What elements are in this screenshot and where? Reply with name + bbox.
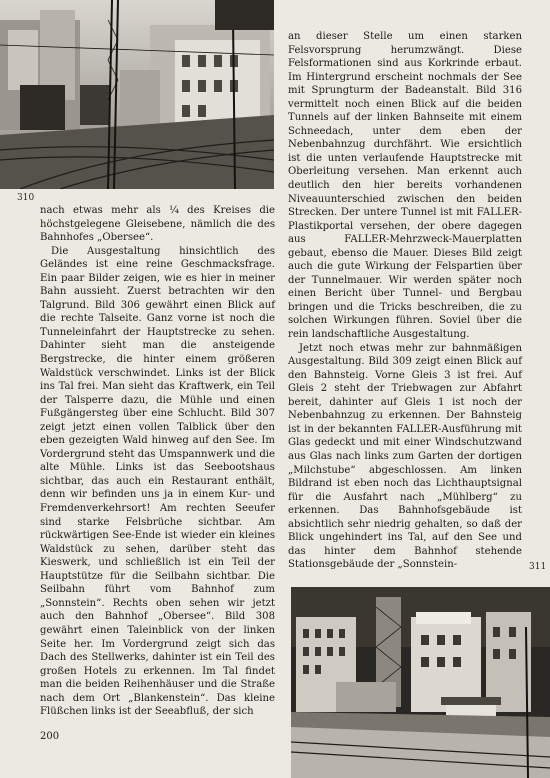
figure-number-310: 310	[17, 193, 35, 203]
photo-311	[291, 587, 550, 778]
right-paragraph-2: Jetzt noch etwas mehr zur bahnmäßigen Ausgestaltung. Bild 309 zeigt einen Blick auf den Bahnsteig. Vorne Gleis 3 ist frei. Auf Gleis 2 steht der Triebwagen zur Abfahrt bereit, dahinter auf Gleis 1 ist noch der Nebenbahnzug zu erkennen. Der Bahnsteig ist in der bekannten FALLER-Ausführung mit Glas gedeckt und mit einer Windschutzwand aus Glas nach links zum Garten der dortigen „Milchstube“ abgeschlossen. Am linken Bildrand ist eben noch das Lichthauptsignal für die Ausfahrt nach „Mühlberg“ zu erkennen. Das Bahnhofsgebäude ist absichtlich sehr niedrig gehalten, so daß der Blick ungehindert ins Tal, auf den See und das hinter dem Bahnhof stehende Stationsgebäude der „Sonnstein-	[288, 342, 522, 571]
right-paragraph-1: an dieser Stelle um einen starken Felsvorsprung herumzwängt. Diese Felsformationen sind aus Korkrinde erbaut. Im Hintergrund erscheint nochmals der See mit Sprungturm der Badeanstalt. Bild 316 vermittelt noch einen Blick auf die beiden Tunnels auf der linken Bahnseite mit einem Schneedach, unter dem eben der Nebenbahnzug durchfährt. Wie ersichtlich ist die unten verlaufende Hauptstrecke mit Oberleitung versehen. Man erkennt auch deutlich den hier bereits vorhandenen Niveauunterschied zwischen den beiden Strecken. Der untere Tunnel ist mit FALLER-Plastikportal versehen, der obere dagegen aus FALLER-Mehrzweck-Mauerplatten gebaut, ebenso die Mauer. Dieses Bild zeigt auch die gute Wirkung der Felspartien über der Tunnelmauer. Wir werden später noch einen Bericht über Tunnel- und Bergbau bringen und die Tricks beschreiben, die zu solchen Wirkungen führen. Soviel über die rein landschaftliche Ausgestaltung.	[288, 31, 522, 341]
left-paragraph-1: nach etwas mehr als ¼ des Kreises die höchstgelegene Gleisebene, nämlich die des Bahnhofes „Obersee“.	[40, 205, 275, 244]
photo-310-image	[0, 0, 274, 189]
right-column	[288, 30, 522, 572]
photo-311-image	[291, 587, 550, 778]
page-number: 200	[40, 731, 60, 742]
figure-number-311: 311	[529, 562, 547, 572]
left-paragraph-2: Die Ausgestaltung hinsichtlich des Geländes ist eine reine Geschmacksfrage. Ein paar Bilder zeigen, wie es hier in meiner Bahn aussieht. Zuerst betrachten wir den Talgrund. Bild 306 gewährt einen Blick auf die rechte Talseite. Ganz vorne ist noch die Tunneleinfahrt der Hauptstrecke zu sehen. Dahinter sieht man die ansteigende Bergstrecke, die hinter einem größeren Waldstück verschwindet. Links ist der Blick ins Tal frei. Man sieht das Kraftwerk, ein Teil der Talsperre dazu, die Mühle und einen Fußgängersteg über eine Schlucht. Bild 307 zeigt jetzt einen vollen Talblick über den eben gezeigten Wald hinweg auf den See. Im Vordergrund steht das Umspannwerk und die alte Mühle. Links ist das Seebootshaus sichtbar, das auch ein Restaurant enthält, denn wir befinden uns ja in einem Kur- und Fremdenverkehrsort! Am rechten Seeufer sind starke Felsbrüche sichtbar. Am rückwärtigen See-Ende ist wieder ein kleines Waldstück zu sehen, darüber steht das Kieswerk, und schließlich ist ein Teil der Hauptstütze für die Seilbahn sichtbar. Die Seilbahn führt vom Bahnhof zum „Sonnstein“. Rechts oben sehen wir jetzt auch den Bahnhof „Obersee“. Bild 308 gewährt einen Taleinblick von der linken Seite her. Im Vordergrund zeigt sich das Dach des Stellwerks, dahinter ist ein Teil des großen Hotels zu erkennen. Im Tal findet man die beiden Reihenhäuser und die Straße nach dem Ort „Blankenstein“. Das kleine Flüßchen links ist der Seeabfluß, der sich	[40, 245, 275, 718]
photo-310	[0, 0, 274, 189]
left-column	[40, 204, 275, 719]
